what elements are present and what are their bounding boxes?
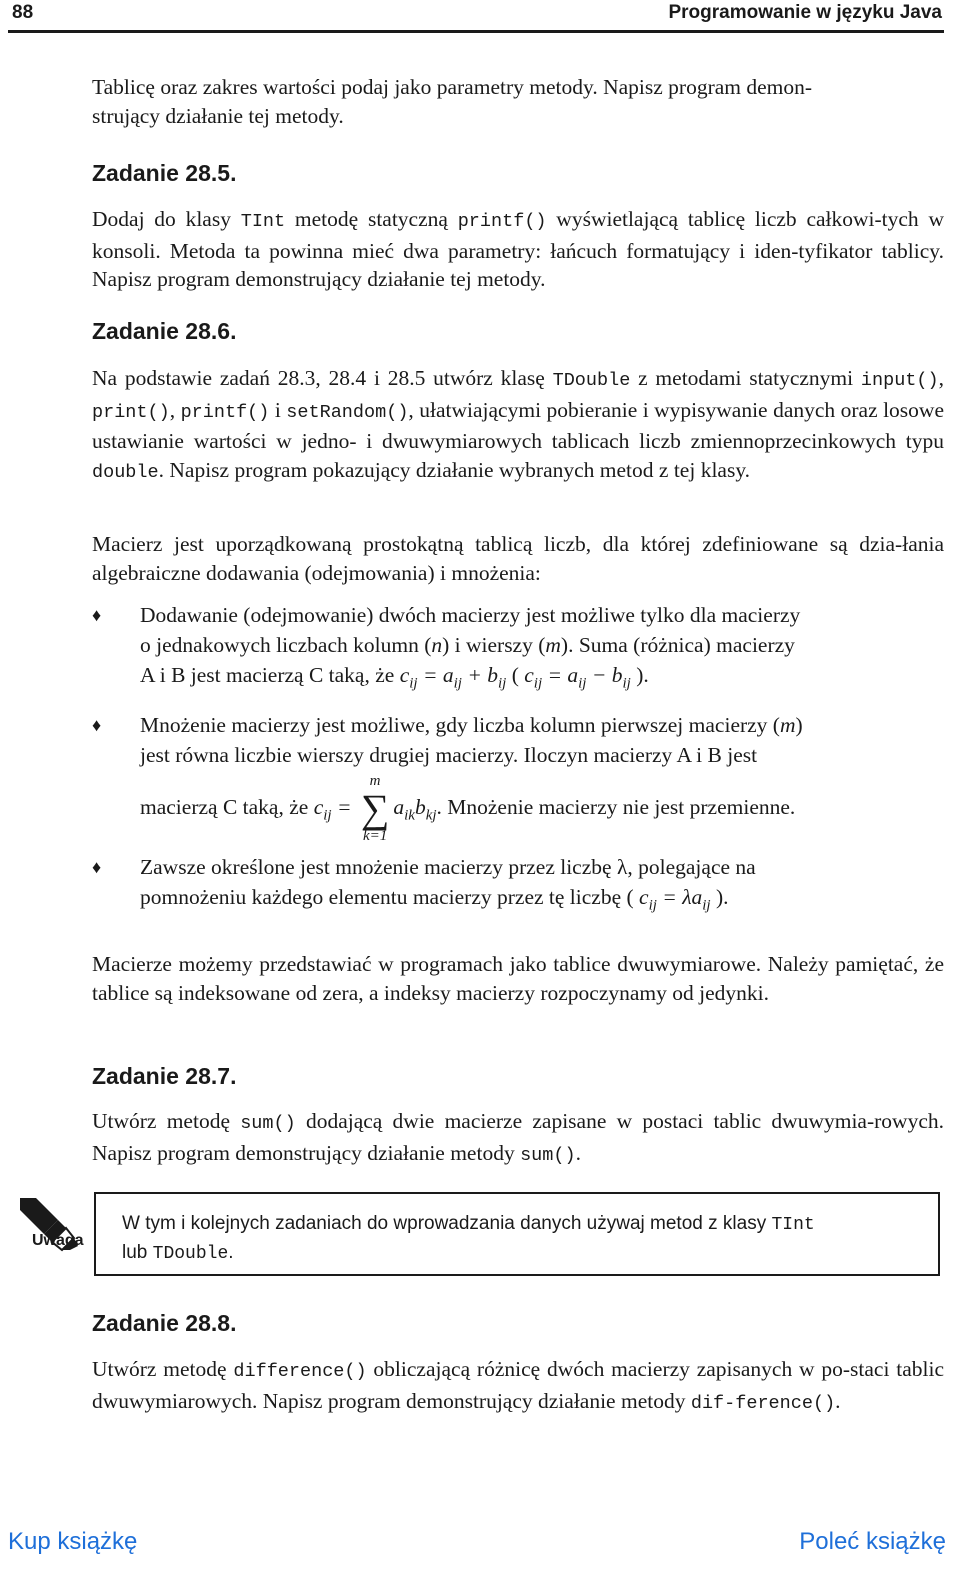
code-print: print()	[92, 401, 170, 423]
bullet-diamond-icon: ♦	[92, 857, 102, 877]
formula-product: $c_{ij}$ = m ∑ k=1 $a_{ik}b_{kj}$	[313, 773, 437, 844]
task-28-8-text: Utwórz metodę difference() obliczającą różnicę dwóch macierzy zapisanych w po-staci tablic dwuwymiarowych. Napisz program demonstrujący działanie metody dif-ference().	[92, 1357, 944, 1414]
intro-line-1: Tablicę oraz zakres wartości podaj jako parametry metody. Napisz program demon-	[92, 75, 813, 99]
task-28-5-text: Dodaj do klasy TInt metodę statyczną printf() wyświetlającą tablicę liczb całkowi-tych w konsoli. Metoda ta powinna mieć dwa parametry: łańcuch formatujący i iden-tyfikator tablicy. Napisz program demonstrujący działanie tej metody.	[92, 207, 944, 291]
matrices-paragraph: Macierze możemy przedstawiać w programach jako tablice dwuwymiarowe. Należy pamiętać, że tablice są indeksowane od zera, a indeksy macierzy rozpoczynamy od jedynki.	[92, 952, 944, 1005]
intro-line-2: strujący działanie tej metody.	[92, 103, 344, 128]
code-tint-note: TInt	[771, 1215, 815, 1235]
page-header	[8, 0, 944, 33]
bullet-diamond-icon: ♦	[92, 715, 102, 735]
bullet-addition: ♦ Dodawanie (odejmowanie) dwóch macierzy jest możliwe tylko dla macierzy o jednakowych liczbach kolumn (n) i wierszy (m). Suma (różnica) macierzy A i B jest macierzą C taką, że $c_{ij} = a_{ij} + b_{ij}$ ( $c_{ij} = a_{ij} - b_{ij}$ ).	[92, 600, 944, 698]
code-tdouble: TDouble	[552, 370, 631, 391]
code-printf-2: printf()	[180, 401, 270, 423]
code-sum: sum()	[240, 1113, 296, 1134]
heading-task-28-5: Zadanie 28.5.	[92, 160, 237, 186]
page-number: 88	[12, 2, 34, 23]
note-label: Uwaga	[32, 1232, 84, 1249]
bullet-scalar: ♦ Zawsze określone jest mnożenie macierzy przez liczbę λ, polegające na pomnożeniu każdego elementu macierzy przez tę liczbę ( $c_{ij} = \lambda a_{ij}$ ).	[92, 852, 944, 920]
code-tint: TInt	[240, 211, 286, 232]
code-input: input()	[860, 370, 939, 391]
heading-task-28-7: Zadanie 28.7.	[92, 1063, 237, 1089]
code-printf: printf()	[457, 211, 547, 232]
note-box	[94, 1192, 940, 1276]
task-28-7-text: Utwórz metodę sum() dodającą dwie macierze zapisane w postaci tablic dwuwymia-rowych. Napisz program demonstrujący działanie metody sum().	[92, 1109, 944, 1166]
intro-paragraph	[92, 73, 944, 130]
recommend-book-link[interactable]: Poleć książkę	[799, 1528, 946, 1555]
code-difference: difference()	[233, 1361, 367, 1382]
code-setrandom: setRandom()	[286, 401, 409, 423]
heading-task-28-8: Zadanie 28.8.	[92, 1310, 237, 1336]
note-text: W tym i kolejnych zadaniach do wprowadzania danych używaj metod z klasy TInt lub TDouble.	[122, 1213, 815, 1264]
code-sum-2: sum()	[520, 1144, 576, 1166]
code-tdouble-note: TDouble	[152, 1244, 229, 1264]
buy-book-link[interactable]: Kup książkę	[8, 1528, 138, 1555]
code-double: double	[92, 461, 159, 483]
bullet-multiplication: ♦ Mnożenie macierzy jest możliwe, gdy liczba kolumn pierwszej macierzy (m) jest równa liczbie wierszy drugiej macierzy. Iloczyn macierzy A i B jest macierzą C taką, że $c_{ij}$ = m ∑ k=1 $a_{ik}b_{kj}$. Mnożenie macierzy nie jest przemienne.	[92, 710, 944, 844]
code-difference-2: dif-ference()	[690, 1392, 836, 1414]
task-28-6-text: Na podstawie zadań 28.3, 28.4 i 28.5 utwórz klasę TDouble z metodami statycznymi input(), print(), printf() i setRandom(), ułatwiającymi pobieranie i wypisywanie danych oraz losowe ustawianie wartości w jedno- i dwuwymiarowych tablicach liczb zmiennoprzecinkowych typu double. Napisz program pokazujący działanie wybranych metod z tej klasy.	[92, 366, 944, 483]
bullet-diamond-icon: ♦	[92, 605, 102, 625]
pencil-icon	[14, 1194, 84, 1264]
matrix-intro: Macierz jest uporządkowaną prostokątną tablicą liczb, dla której zdefiniowane są dzia-łania algebraiczne dodawania (odejmowania) i mnożenia:	[92, 532, 944, 585]
formula-scalar: $c_{ij} = \lambda a_{ij}$	[639, 885, 711, 914]
formula-sum: $c_{ij} = a_{ij} + b_{ij}$ ( $c_{ij} = a_{ij} - b_{ij}$ ).	[399, 663, 649, 692]
book-title: Programowanie w języku Java	[668, 2, 942, 23]
sigma-icon: m ∑ k=1	[360, 773, 390, 844]
heading-task-28-6: Zadanie 28.6.	[92, 318, 237, 344]
